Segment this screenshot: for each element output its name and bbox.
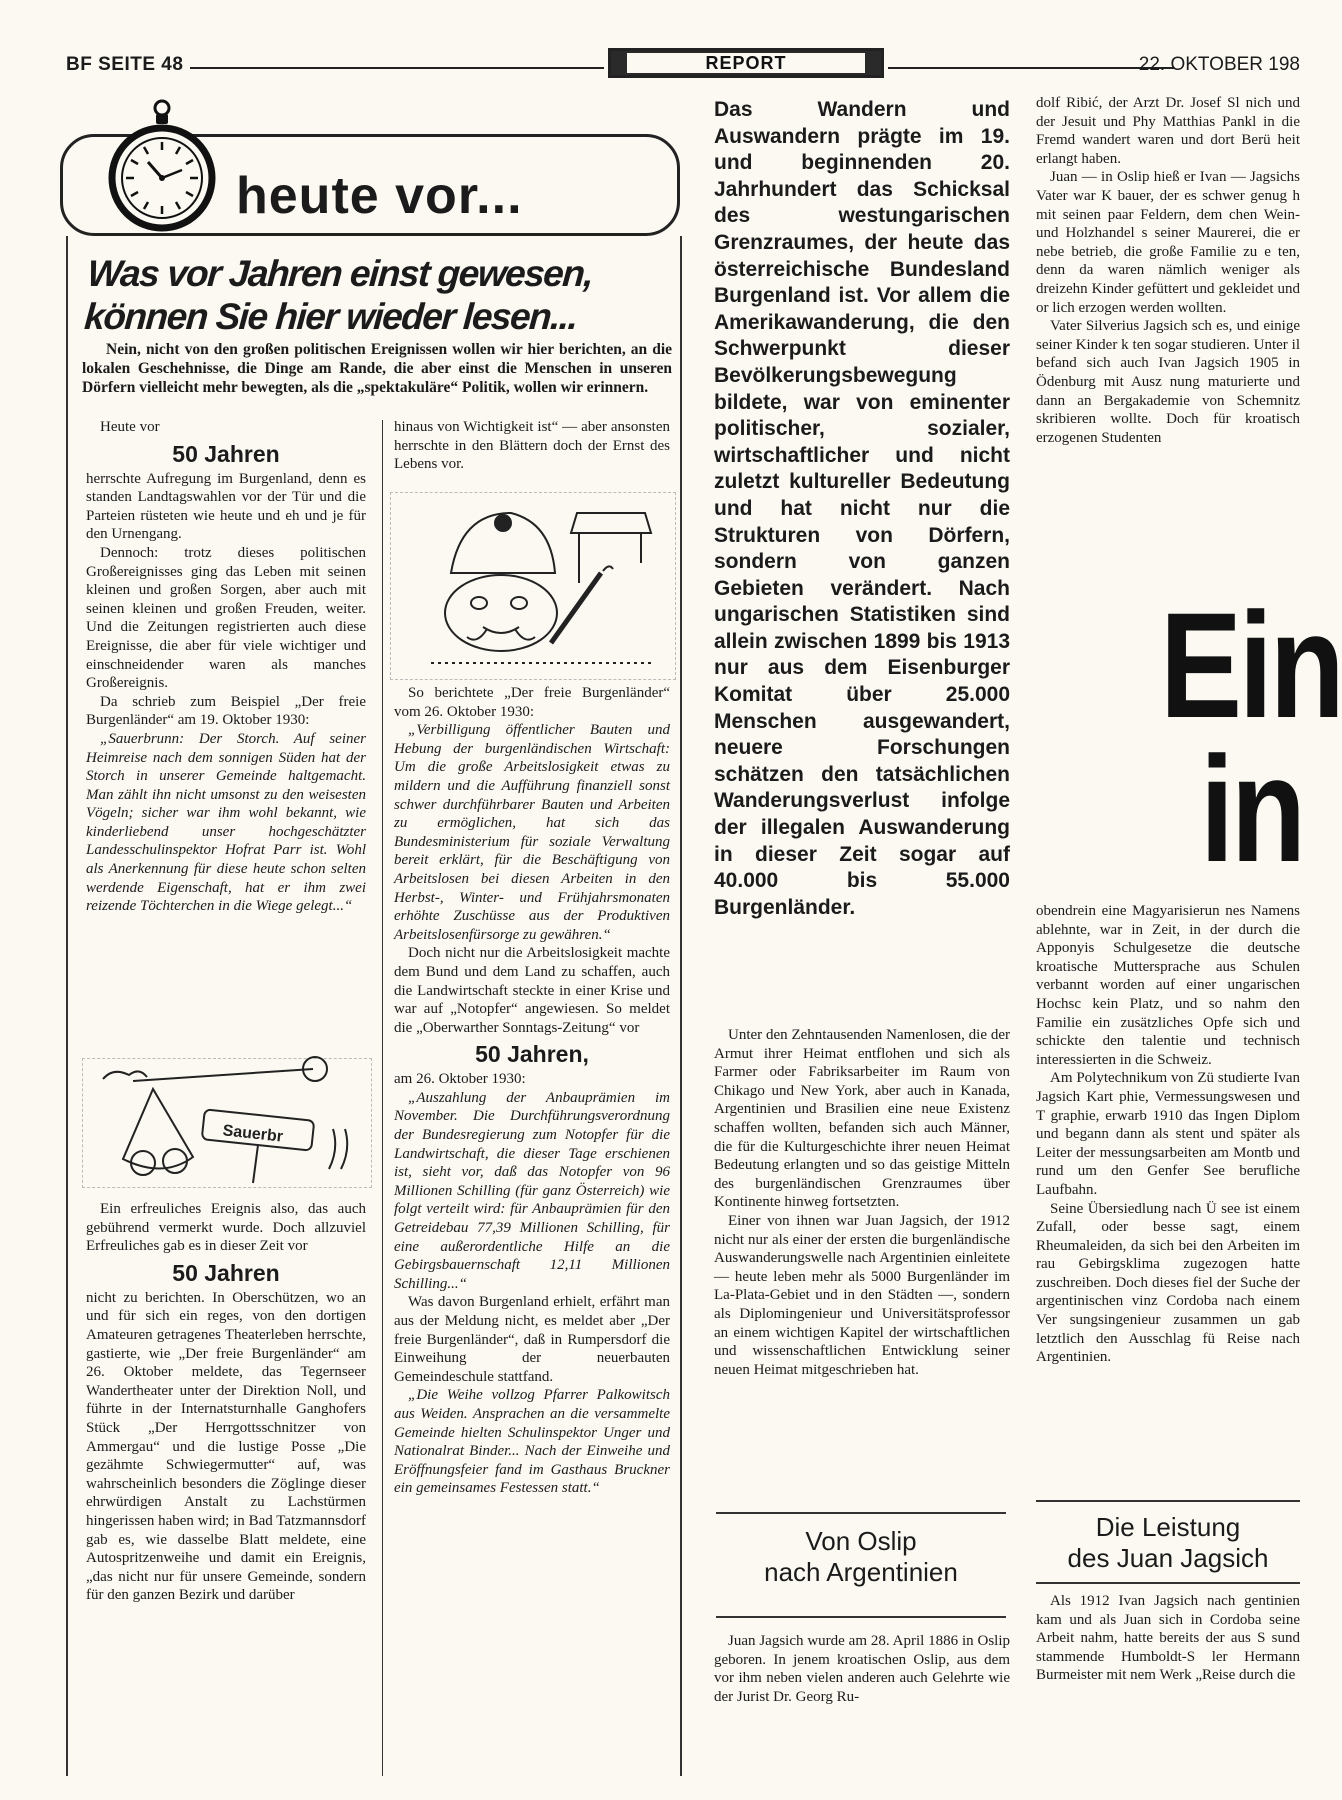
- village-sign-text: Sauerbr: [221, 1122, 284, 1146]
- col2-quote-1: „Verbilligung öffentlicher Bauten und Hebung der burgenländischen Wirtschaft: Um die große Arbeitslosigkeit etwas zu mildern und die Aufführung finanziell sonst schwer durchführbarer Bauten und Arbeiten zu ermöglichen, hat sich das Bundesministerium für soziale Verwaltung bereit erklärt, für die Beschäftigung von Arbeitslosen bei diesen Arbeiten in den Herbst-, Winter- und Frühjahrsmonaten erhöhte Zuschüsse aus der Produktiven Arbeitslosenfürsorge zu gewähren.“: [394, 722, 670, 943]
- col4-paragraph-1: dolf Ribić, der Arzt Dr. Josef Sl nich und der Jesuit und Phy Matthias Pankl in die Fremd wandert waren und dort Berü heit erlangt haben.: [1036, 95, 1300, 167]
- column-1-bottom: [86, 1200, 366, 1605]
- col2-quote-3: „Die Weihe vollzog Pfarrer Palkowitsch aus Weiden. Ansprachen an die versammelte Gemeinde hielten Schulinspektor Unger und Nationalrat Binder... Nach der Einweihe und Eröffnungsfeier fand im Gasthaus Bruckner ein gemeinsames Festessen statt.“: [394, 1387, 670, 1497]
- subheading-leistung: [1036, 1512, 1300, 1574]
- stork-drawing-icon: [83, 1059, 371, 1187]
- column-divider: [382, 420, 383, 1776]
- subhead-rule-bottom: [716, 1616, 1006, 1618]
- col1-paragraph-2: Dennoch: trotz dieses politischen Großereignisses ging das Leben mit seinen kleinen und großen Sorgen, aber auch mit seinen kleinen und großen Freuden, weiter. Und die Zeitungen registrierten auch diese Ereignisse, die aber für viele wichtiger und einschneidender waren als manches Großereignis.: [86, 544, 366, 692]
- headline-line-2: können Sie hier wieder lesen...: [83, 296, 579, 337]
- subheading-oslip-line-2: nach Argentinien: [764, 1557, 958, 1587]
- col2-quote-2: „Auszahlung der Anbauprämien im November. Die Durchführungsverordnung der Bundesregierung zum Notopfer für die Landwirtschaft, die dieser Tage erschienen ist, sieht vor, daß das Notopfer von 96 Millionen Schilling (für ganz Österreich) wie folgt verteilt wird: für Anbauprämien für den Getreidebau 77,39 Millionen Schilling, für eine außerordentliche Hilfe an die Gebirgsbauernschaft 12,11 Millionen Schilling...“: [394, 1089, 670, 1292]
- subhead-rule-top: [716, 1512, 1006, 1514]
- fifty-years-heading-3: 50 Jahren,: [475, 1041, 589, 1068]
- header-rule-right: [888, 67, 1174, 69]
- col1-paragraph-4: Ein erfreuliches Ereignis also, das auch gebührend vermerkt wurde. Doch allzuviel Erfreuliches gab es in dieser Zeit vor: [86, 1201, 366, 1255]
- stork-illustration: [82, 1058, 372, 1188]
- col2-paragraph-5: Was davon Burgenland erhielt, erfährt man aus der Meldung nicht, es meldet aber „Der freie Burgenländer“, daß in Rumpersdorf die Einweihung der neuerbauten Gemeindeschule stattfand.: [394, 1294, 670, 1385]
- subheading-leistung-line-2: des Juan Jagsich: [1067, 1543, 1269, 1573]
- section-tag: [608, 48, 884, 78]
- column-2-top: [394, 418, 670, 474]
- fifty-years-heading-2: 50 Jahren: [172, 1259, 280, 1286]
- issue-date: 22. OKTOBER 198: [1138, 54, 1300, 75]
- subhead-rule-col4-bottom: [1036, 1582, 1300, 1584]
- col4-paragraph-5: Am Polytechnikum von Zü studierte Ivan Jagsich Kart phie, Vermessungswesen und T graphie, erwarb 1910 das Ingen Diplom und begann dann als stent und später als Leiter der messungsarbeiten am Montb und rund um den Genfer See berufliche Laufbahn.: [1036, 1070, 1300, 1198]
- fifty-years-heading-1: 50 Jahren: [172, 440, 280, 467]
- column-4-middle: [1036, 902, 1300, 1472]
- subheading-oslip-line-1: Von Oslip: [805, 1526, 917, 1556]
- big-type-block: [1160, 581, 1342, 910]
- subhead-rule-col4: [1036, 1500, 1300, 1502]
- section-label: REPORT: [627, 53, 865, 73]
- lead-paragraph: [82, 340, 672, 397]
- column-1-top: [86, 418, 366, 916]
- col2-paragraph-1: hinaus von Wichtigkeit ist“ — aber ansonsten herrschte in den Blättern doch der Ernst des Lebens vor.: [394, 419, 670, 473]
- intro-text: Das Wandern und Auswandern prägte im 19. und beginnenden 20. Jahrhundert das Schicksal des westungarischen Grenzraumes, der heute das österreichische Bundesland Burgenland ist. Vor allem die Amerikawanderung, die den Schwerpunkt dieser Bevölkerungsbewegung bildete, war von eminenter politischer, sozialer, wirtschaftlicher und nicht zuletzt kultureller Bedeutung und hat nicht nur die Strukturen von Dörfern, sondern von ganzen Gebieten verändert. Nach ungarischen Statistiken sind allein zwischen 1899 bis 1913 nur aus dem Eisenburger Komitat über 25.000 Menschen ausgewandert, neuere Forschungen schätzen den tatsächlichen Wanderungsverlust infolge der illegalen Auswanderung in dieser Zeit sogar auf 40.000 bis 55.000 Burgenländer.: [714, 98, 1010, 919]
- subheading-leistung-line-1: Die Leistung: [1095, 1512, 1241, 1542]
- page-header: [66, 54, 1300, 84]
- column-4-top: [1036, 94, 1300, 446]
- col4-paragraph-3: Vater Silverius Jagsich sch es, und einige seiner Kinder k ten sogar studieren. Unter il befand sich auch Ivan Jagsich 1905 in Ödenburg mit Ausz nung maturierte und dann an Bergakademie von Schemnitz skribieren wollte. Doch für kroatisch erzogenen Studenten: [1036, 318, 1300, 446]
- lead-text: Nein, nicht von den großen politischen Ereignissen wollen wir hier berichten, an die lokalen Geschehnisse, die Dinge am Rande, die aber einst die Menschen in unseren Dörfern vielleicht mehr bewegten, als die „spektakuläre“ Politik, wollen wir erinnern.: [82, 341, 672, 396]
- stork-quote: „Sauerbrunn: Der Storch. Auf seiner Heimreise nach dem sonnigen Süden hat der Storch in unserer Gemeinde haltgemacht. Man zählt ihn nicht umsonst zu den weisesten Vögeln; sicher war ihm wohl bekannt, wie kinderliebend unser hochgeschätzter Landesschulinspektor Hofrat Parr ist. Wohl als Anerkennung für diese heute schon selten werdende Eigenschaft, hat er ihm zwei reizende Töchterchen in die Wiege gelegt...“: [86, 730, 366, 915]
- col4-paragraph-7: Als 1912 Ivan Jagsich nach gentinien kam und als Juan sich in Cordoba seine Arbeit nahm, hatte bereits der aus S sund stammende Humboldt-S ler Hermann Burmeister mit nem Werk „Reise durch die: [1036, 1593, 1300, 1684]
- big-type-line-2: in: [1200, 725, 1303, 893]
- col1-paragraph-3: Da schrieb zum Beispiel „Der freie Burgenländer“ am 19. Oktober 1930:: [86, 693, 366, 729]
- frame-right: [680, 236, 682, 1776]
- fireman-drawing-icon: [391, 493, 675, 679]
- col4-paragraph-6: Seine Übersiedlung nach Ü see ist einem Zufall, oder besse sagt, einem Rheumaleiden, da sich bei den Arbeiten im rau Gebirgsklima zugezogen hatte zuschreiben. Doch dieses fiel der Suche der argentinischen vinz Cordoba nach einem Ver sungsingenieur zusammen un gab letztlich den Ausschlag fü Reise nach Argentinien.: [1036, 1200, 1300, 1366]
- column-3-bottom: [714, 1632, 1010, 1706]
- col4-paragraph-2: Juan — in Oslip hieß er Ivan — Jagsichs Vater war K bauer, der es schwer genug h mit seinen paar Feldern, dem chen Wein- und Holzhandel s seiner Maurerei, die er nebe betrieb, die große Familie zu e ten, denn da waren nämlich weniger als dreizehn Kinder gefüttert und gekleidet und or lich erzogen werden wollten.: [1036, 169, 1300, 316]
- frame-left: [66, 236, 68, 1776]
- col3-paragraph-1: Unter den Zehntausenden Namenlosen, die der Armut ihrer Heimat entflohen und sich als Farmer oder Fabriksarbeiter im Raum von Chikago und New York, aber auch in Kanada, Argentinien und Brasilien eine neue Existenz schaffen wollten, befanden sich auch Männer, die für die Kulturgeschichte ihrer neuen Heimat Bedeutung erlangten und so das geistige Mitteln des burgenländischen Grenzraumes über Kontinente hinweg fortsetzten.: [714, 1027, 1010, 1211]
- column-3: [714, 1026, 1010, 1379]
- box-title: heute vor...: [236, 167, 523, 225]
- col1-paragraph-1: herrschte Aufregung im Burgenland, denn es standen Landtagswahlen vor der Tür und die Parteien rüsteten wie heute und eh und je für den Urnengang.: [86, 470, 366, 543]
- fireman-illustration: [390, 492, 676, 680]
- pocket-watch-icon: [110, 100, 230, 240]
- emigration-intro: [714, 97, 1010, 921]
- heute-vor-label: Heute vor: [100, 419, 160, 435]
- col3-paragraph-3: Juan Jagsich wurde am 28. April 1886 in Oslip geboren. In jenem kroatischen Oslip, aus dem vor ihm neben vielen anderen auch Gelehrte wie der Jurist Dr. Georg Ru-: [714, 1633, 1010, 1705]
- subheading-oslip: [716, 1526, 1006, 1588]
- col2-paragraph-2: So berichtete „Der freie Burgenländer“ vom 26. Oktober 1930:: [394, 685, 670, 720]
- col4-paragraph-4: obendrein eine Magyarisierun nes Namens ablehnte, war in Zeit, in der durch die Apponyis Schulgesetze die deutsche kroatische Muttersprache aus Schulen verbannt worden auf einer ungarischen Hochsc kein Platz, und so nahm den Familie ein zusätzliches Opfe sich und schickte den talentie und technisch interessierten in die Schweiz.: [1036, 903, 1300, 1068]
- col2-paragraph-3: Doch nicht nur die Arbeitslosigkeit machte dem Bund und dem Land zu schaffen, auch die Landwirtschaft steckte in einer Krise und war auf „Notopfer“ angewiesen. So meldet die „Oberwarther Sonntags-Zeitung“ vor: [394, 945, 670, 1036]
- col1-paragraph-5: nicht zu berichten. In Oberschützen, wo an und für sich ein reges, von den dortigen Amateuren getragenes Theaterleben herrschte, gastierte, wie „Der freie Burgenländer“ am 26. Oktober meldete, das Tegernseer Wandertheater unter der Direktion Noll, und führte in der Internatsturnhalle Ganghofers Stück „Der Herrgottsschnitzer von Ammergau“ und die lustige Posse „Die gezähmte Schwiegermutter“ auf, was wahrscheinlich besonders die Zöglinge dieser ehrwürdigen Anstalt zu Lachstürmen hingerissen haben wird; in Bad Tatzmannsdorf gab es, wie dasselbe Blatt meldete, eine Autospritzenweihe und damit ein Ereignis, „das nicht nur für unsere Gemeinde, sondern für den ganzen Bezirk und darüber: [86, 1289, 366, 1604]
- big-type-line-1: Ein: [1160, 581, 1342, 749]
- headline: [83, 252, 679, 338]
- page-number: BF SEITE 48: [66, 54, 184, 75]
- header-rule-left: [190, 67, 604, 69]
- headline-line-1: Was vor Jahren einst gewesen,: [86, 253, 594, 294]
- col3-paragraph-2: Einer von ihnen war Juan Jagsich, der 1912 nicht nur als einer der ersten die burgenländische Auswanderungswelle nach Argentinien einleitete — heute leben mehr als 5000 Burgenländer im La-Plata-Gebiet und in den Städten —, sondern als Diplomingenieur und Universitätsprofessor an einem wichtigen Kapitel der wirtschaftlichen und wissenschaftlichen Entwicklung seiner neuen Heimat mitgeschrieben hat.: [714, 1212, 1010, 1378]
- column-2-bottom: [394, 684, 670, 1498]
- column-4-bottom: [1036, 1592, 1300, 1782]
- col2-paragraph-4: am 26. Oktober 1930:: [394, 1071, 526, 1088]
